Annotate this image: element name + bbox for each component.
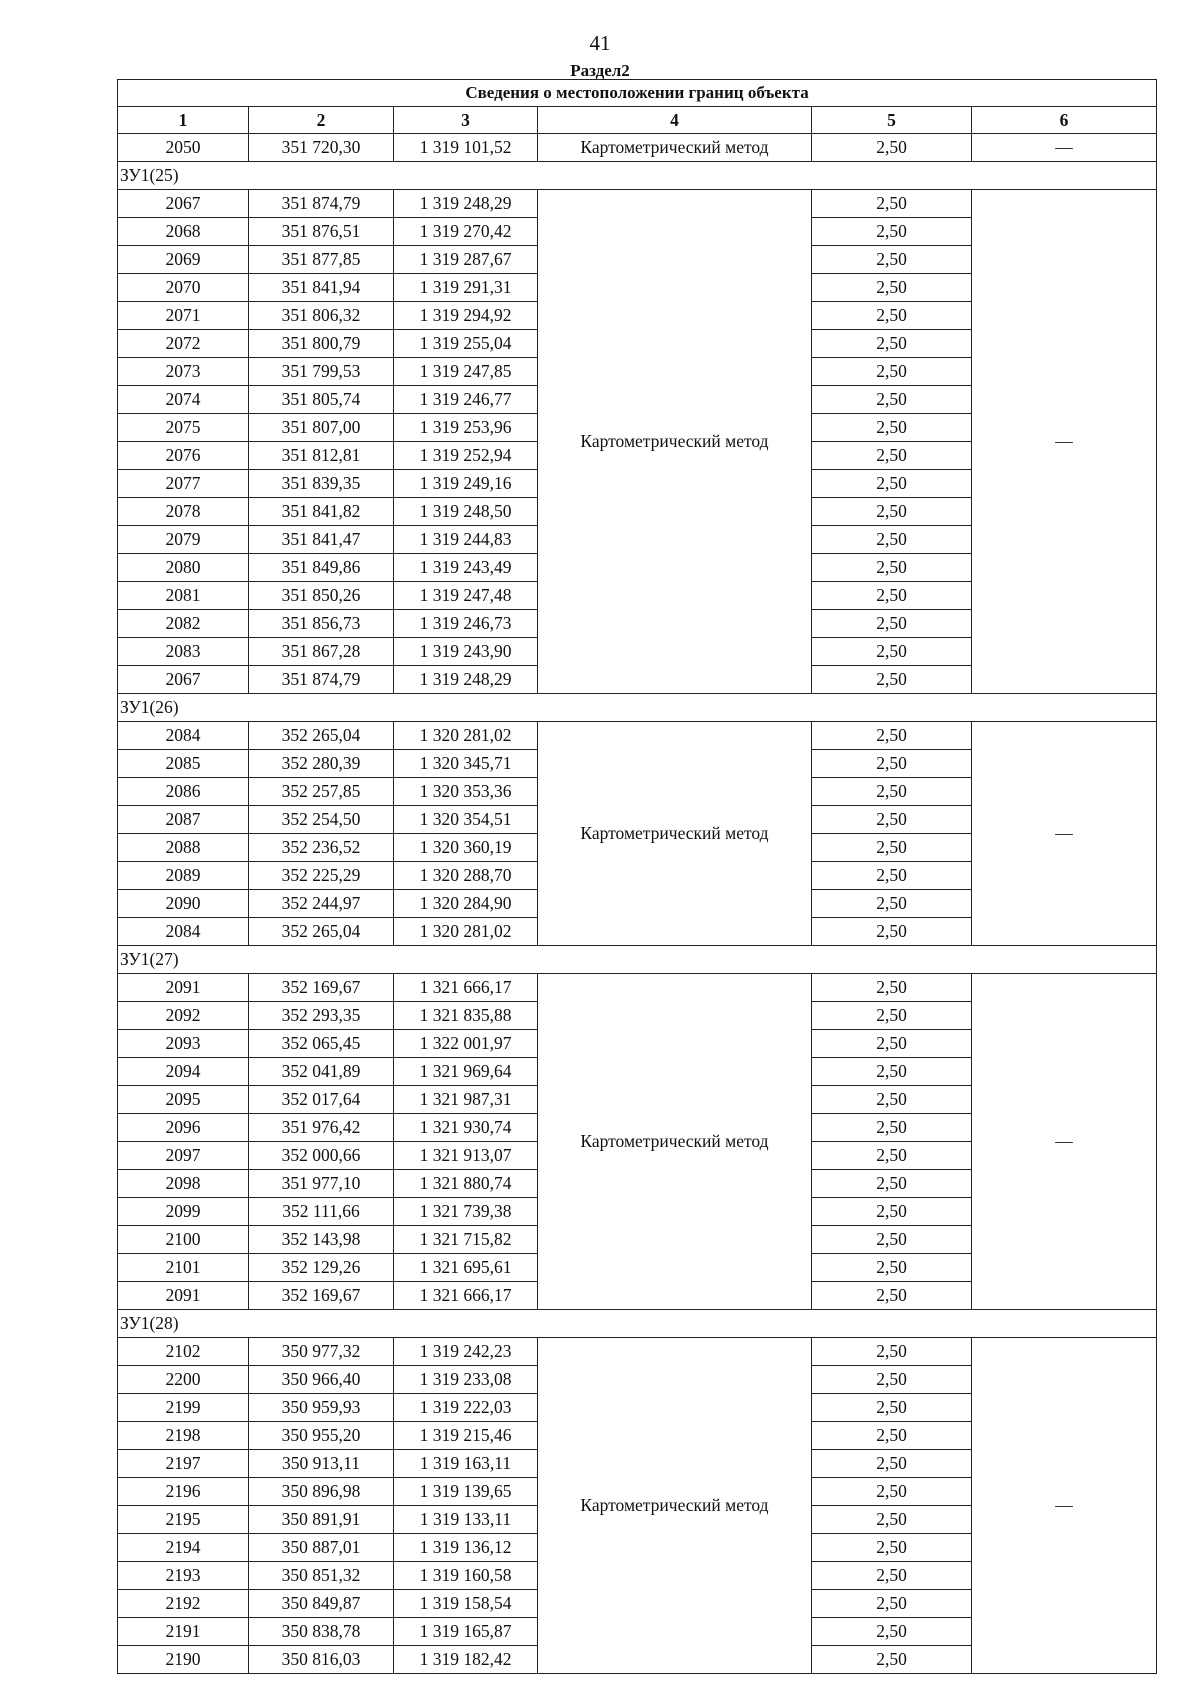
point-number-cell: 2082 [118,610,249,638]
accuracy-cell: 2,50 [812,806,972,834]
y-coordinate-cell: 1 319 158,54 [394,1590,538,1618]
x-coordinate-cell: 351 805,74 [249,386,394,414]
accuracy-cell: 2,50 [812,1198,972,1226]
x-coordinate-cell: 352 257,85 [249,778,394,806]
point-number-cell: 2191 [118,1618,249,1646]
table-row [118,722,1157,750]
point-number-cell: 2195 [118,1506,249,1534]
y-coordinate-cell: 1 319 243,49 [394,554,538,582]
accuracy-cell: 2,50 [812,750,972,778]
point-number-cell: 2086 [118,778,249,806]
point-number-cell: 2091 [118,974,249,1002]
description-cell: — [972,974,1157,1310]
x-coordinate-cell: 351 856,73 [249,610,394,638]
method-cell: Картометрический метод [538,974,812,1310]
accuracy-cell: 2,50 [812,1030,972,1058]
group-label: ЗУ1(27) [118,946,1157,974]
x-coordinate-cell: 350 966,40 [249,1366,394,1394]
point-number-cell: 2070 [118,274,249,302]
accuracy-cell: 2,50 [812,1506,972,1534]
point-number-cell: 2076 [118,442,249,470]
y-coordinate-cell: 1 319 247,48 [394,582,538,610]
column-header: 1 [118,107,249,134]
accuracy-cell: 2,50 [812,330,972,358]
y-coordinate-cell: 1 321 987,31 [394,1086,538,1114]
point-number-cell: 2083 [118,638,249,666]
group-row [118,162,1157,190]
x-coordinate-cell: 352 293,35 [249,1002,394,1030]
x-coordinate-cell: 351 867,28 [249,638,394,666]
y-coordinate-cell: 1 319 133,11 [394,1506,538,1534]
point-number-cell: 2050 [118,134,249,162]
accuracy-cell: 2,50 [812,974,972,1002]
x-coordinate-cell: 350 891,91 [249,1506,394,1534]
accuracy-cell: 2,50 [812,1478,972,1506]
y-coordinate-cell: 1 320 360,19 [394,834,538,862]
x-coordinate-cell: 352 225,29 [249,862,394,890]
y-coordinate-cell: 1 319 136,12 [394,1534,538,1562]
y-coordinate-cell: 1 319 163,11 [394,1450,538,1478]
method-cell: Картометрический метод [538,1338,812,1674]
y-coordinate-cell: 1 319 233,08 [394,1366,538,1394]
y-coordinate-cell: 1 321 666,17 [394,974,538,1002]
accuracy-cell: 2,50 [812,1338,972,1366]
accuracy-cell: 2,50 [812,1114,972,1142]
x-coordinate-cell: 352 254,50 [249,806,394,834]
group-row [118,1310,1157,1338]
point-number-cell: 2193 [118,1562,249,1590]
group-label: ЗУ1(26) [118,694,1157,722]
x-coordinate-cell: 351 976,42 [249,1114,394,1142]
x-coordinate-cell: 352 244,97 [249,890,394,918]
x-coordinate-cell: 352 169,67 [249,1282,394,1310]
method-cell: Картометрический метод [538,190,812,694]
accuracy-cell: 2,50 [812,1562,972,1590]
accuracy-cell: 2,50 [812,1366,972,1394]
y-coordinate-cell: 1 320 345,71 [394,750,538,778]
y-coordinate-cell: 1 319 101,52 [394,134,538,162]
y-coordinate-cell: 1 319 165,87 [394,1618,538,1646]
y-coordinate-cell: 1 321 666,17 [394,1282,538,1310]
point-number-cell: 2091 [118,1282,249,1310]
point-number-cell: 2197 [118,1450,249,1478]
y-coordinate-cell: 1 319 291,31 [394,274,538,302]
accuracy-cell: 2,50 [812,358,972,386]
accuracy-cell: 2,50 [812,442,972,470]
point-number-cell: 2072 [118,330,249,358]
column-header: 4 [538,107,812,134]
point-number-cell: 2190 [118,1646,249,1674]
accuracy-cell: 2,50 [812,470,972,498]
point-number-cell: 2073 [118,358,249,386]
y-coordinate-cell: 1 319 244,83 [394,526,538,554]
y-coordinate-cell: 1 321 930,74 [394,1114,538,1142]
description-cell: — [972,134,1157,162]
y-coordinate-cell: 1 320 284,90 [394,890,538,918]
accuracy-cell: 2,50 [812,610,972,638]
point-number-cell: 2102 [118,1338,249,1366]
y-coordinate-cell: 1 319 270,42 [394,218,538,246]
y-coordinate-cell: 1 319 160,58 [394,1562,538,1590]
accuracy-cell: 2,50 [812,778,972,806]
point-number-cell: 2192 [118,1590,249,1618]
accuracy-cell: 2,50 [812,1142,972,1170]
group-label: ЗУ1(25) [118,162,1157,190]
point-number-cell: 2075 [118,414,249,442]
y-coordinate-cell: 1 319 139,65 [394,1478,538,1506]
x-coordinate-cell: 351 876,51 [249,218,394,246]
accuracy-cell: 2,50 [812,1618,972,1646]
method-cell: Картометрический метод [538,134,812,162]
accuracy-cell: 2,50 [812,1646,972,1674]
x-coordinate-cell: 351 839,35 [249,470,394,498]
x-coordinate-cell: 350 959,93 [249,1394,394,1422]
y-coordinate-cell: 1 320 281,02 [394,722,538,750]
y-coordinate-cell: 1 322 001,97 [394,1030,538,1058]
x-coordinate-cell: 350 849,87 [249,1590,394,1618]
point-number-cell: 2069 [118,246,249,274]
x-coordinate-cell: 351 806,32 [249,302,394,330]
x-coordinate-cell: 351 877,85 [249,246,394,274]
x-coordinate-cell: 351 849,86 [249,554,394,582]
x-coordinate-cell: 352 143,98 [249,1226,394,1254]
y-coordinate-cell: 1 320 288,70 [394,862,538,890]
y-coordinate-cell: 1 319 182,42 [394,1646,538,1674]
point-number-cell: 2084 [118,918,249,946]
column-header: 6 [972,107,1157,134]
y-coordinate-cell: 1 319 246,77 [394,386,538,414]
accuracy-cell: 2,50 [812,582,972,610]
x-coordinate-cell: 352 041,89 [249,1058,394,1086]
point-number-cell: 2080 [118,554,249,582]
accuracy-cell: 2,50 [812,1282,972,1310]
point-number-cell: 2199 [118,1394,249,1422]
x-coordinate-cell: 350 816,03 [249,1646,394,1674]
accuracy-cell: 2,50 [812,1086,972,1114]
point-number-cell: 2087 [118,806,249,834]
x-coordinate-cell: 350 851,32 [249,1562,394,1590]
point-number-cell: 2067 [118,190,249,218]
y-coordinate-cell: 1 319 249,16 [394,470,538,498]
point-number-cell: 2196 [118,1478,249,1506]
x-coordinate-cell: 351 800,79 [249,330,394,358]
x-coordinate-cell: 351 807,00 [249,414,394,442]
accuracy-cell: 2,50 [812,1058,972,1086]
y-coordinate-cell: 1 319 253,96 [394,414,538,442]
y-coordinate-cell: 1 320 281,02 [394,918,538,946]
accuracy-cell: 2,50 [812,1226,972,1254]
accuracy-cell: 2,50 [812,1534,972,1562]
table-row [118,1338,1157,1366]
point-number-cell: 2098 [118,1170,249,1198]
method-cell: Картометрический метод [538,722,812,946]
x-coordinate-cell: 350 838,78 [249,1618,394,1646]
y-coordinate-cell: 1 319 222,03 [394,1394,538,1422]
x-coordinate-cell: 351 874,79 [249,666,394,694]
y-coordinate-cell: 1 321 913,07 [394,1142,538,1170]
y-coordinate-cell: 1 319 248,29 [394,190,538,218]
y-coordinate-cell: 1 321 695,61 [394,1254,538,1282]
x-coordinate-cell: 351 720,30 [249,134,394,162]
accuracy-cell: 2,50 [812,414,972,442]
x-coordinate-cell: 351 841,82 [249,498,394,526]
page-number: 41 [589,31,611,55]
accuracy-cell: 2,50 [812,1170,972,1198]
x-coordinate-cell: 350 955,20 [249,1422,394,1450]
column-header: 2 [249,107,394,134]
y-coordinate-cell: 1 319 215,46 [394,1422,538,1450]
group-label: ЗУ1(28) [118,1310,1157,1338]
table-caption: Сведения о местоположении границ объекта [118,80,1157,107]
x-coordinate-cell: 351 799,53 [249,358,394,386]
point-number-cell: 2068 [118,218,249,246]
description-cell: — [972,1338,1157,1674]
accuracy-cell: 2,50 [812,246,972,274]
x-coordinate-cell: 351 850,26 [249,582,394,610]
column-header: 5 [812,107,972,134]
point-number-cell: 2079 [118,526,249,554]
y-coordinate-cell: 1 319 246,73 [394,610,538,638]
y-coordinate-cell: 1 319 247,85 [394,358,538,386]
point-number-cell: 2092 [118,1002,249,1030]
y-coordinate-cell: 1 321 969,64 [394,1058,538,1086]
point-number-cell: 2200 [118,1366,249,1394]
y-coordinate-cell: 1 319 255,04 [394,330,538,358]
accuracy-cell: 2,50 [812,1450,972,1478]
point-number-cell: 2081 [118,582,249,610]
accuracy-cell: 2,50 [812,1394,972,1422]
table-body [118,134,1157,1674]
y-coordinate-cell: 1 320 353,36 [394,778,538,806]
accuracy-cell: 2,50 [812,1254,972,1282]
point-number-cell: 2194 [118,1534,249,1562]
y-coordinate-cell: 1 321 880,74 [394,1170,538,1198]
point-number-cell: 2096 [118,1114,249,1142]
x-coordinate-cell: 352 129,26 [249,1254,394,1282]
description-cell: — [972,190,1157,694]
table-row [118,190,1157,218]
x-coordinate-cell: 352 169,67 [249,974,394,1002]
point-number-cell: 2100 [118,1226,249,1254]
description-cell: — [972,722,1157,946]
x-coordinate-cell: 351 841,94 [249,274,394,302]
accuracy-cell: 2,50 [812,218,972,246]
x-coordinate-cell: 352 280,39 [249,750,394,778]
x-coordinate-cell: 350 887,01 [249,1534,394,1562]
accuracy-cell: 2,50 [812,722,972,750]
x-coordinate-cell: 351 977,10 [249,1170,394,1198]
accuracy-cell: 2,50 [812,386,972,414]
point-number-cell: 2088 [118,834,249,862]
accuracy-cell: 2,50 [812,274,972,302]
accuracy-cell: 2,50 [812,862,972,890]
x-coordinate-cell: 351 812,81 [249,442,394,470]
accuracy-cell: 2,50 [812,666,972,694]
y-coordinate-cell: 1 319 248,50 [394,498,538,526]
x-coordinate-cell: 352 000,66 [249,1142,394,1170]
point-number-cell: 2198 [118,1422,249,1450]
x-coordinate-cell: 352 265,04 [249,918,394,946]
y-coordinate-cell: 1 320 354,51 [394,806,538,834]
y-coordinate-cell: 1 319 252,94 [394,442,538,470]
accuracy-cell: 2,50 [812,554,972,582]
y-coordinate-cell: 1 319 243,90 [394,638,538,666]
section-title: Раздел2 [570,61,630,80]
table-row [118,134,1157,162]
group-row [118,946,1157,974]
point-number-cell: 2067 [118,666,249,694]
boundary-coordinates-table [117,79,1157,1674]
x-coordinate-cell: 350 977,32 [249,1338,394,1366]
point-number-cell: 2094 [118,1058,249,1086]
point-number-cell: 2077 [118,470,249,498]
accuracy-cell: 2,50 [812,1590,972,1618]
y-coordinate-cell: 1 321 835,88 [394,1002,538,1030]
y-coordinate-cell: 1 321 739,38 [394,1198,538,1226]
point-number-cell: 2071 [118,302,249,330]
point-number-cell: 2090 [118,890,249,918]
group-row [118,694,1157,722]
y-coordinate-cell: 1 319 294,92 [394,302,538,330]
point-number-cell: 2101 [118,1254,249,1282]
point-number-cell: 2074 [118,386,249,414]
table-row [118,974,1157,1002]
accuracy-cell: 2,50 [812,638,972,666]
accuracy-cell: 2,50 [812,1002,972,1030]
point-number-cell: 2089 [118,862,249,890]
x-coordinate-cell: 352 236,52 [249,834,394,862]
point-number-cell: 2099 [118,1198,249,1226]
x-coordinate-cell: 351 841,47 [249,526,394,554]
point-number-cell: 2097 [118,1142,249,1170]
point-number-cell: 2093 [118,1030,249,1058]
accuracy-cell: 2,50 [812,526,972,554]
x-coordinate-cell: 350 913,11 [249,1450,394,1478]
point-number-cell: 2095 [118,1086,249,1114]
x-coordinate-cell: 352 111,66 [249,1198,394,1226]
y-coordinate-cell: 1 319 242,23 [394,1338,538,1366]
accuracy-cell: 2,50 [812,134,972,162]
accuracy-cell: 2,50 [812,190,972,218]
column-header: 3 [394,107,538,134]
y-coordinate-cell: 1 319 287,67 [394,246,538,274]
point-number-cell: 2085 [118,750,249,778]
x-coordinate-cell: 351 874,79 [249,190,394,218]
accuracy-cell: 2,50 [812,1422,972,1450]
accuracy-cell: 2,50 [812,890,972,918]
accuracy-cell: 2,50 [812,302,972,330]
x-coordinate-cell: 350 896,98 [249,1478,394,1506]
point-number-cell: 2084 [118,722,249,750]
x-coordinate-cell: 352 017,64 [249,1086,394,1114]
y-coordinate-cell: 1 321 715,82 [394,1226,538,1254]
y-coordinate-cell: 1 319 248,29 [394,666,538,694]
accuracy-cell: 2,50 [812,918,972,946]
x-coordinate-cell: 352 065,45 [249,1030,394,1058]
point-number-cell: 2078 [118,498,249,526]
x-coordinate-cell: 352 265,04 [249,722,394,750]
accuracy-cell: 2,50 [812,498,972,526]
accuracy-cell: 2,50 [812,834,972,862]
